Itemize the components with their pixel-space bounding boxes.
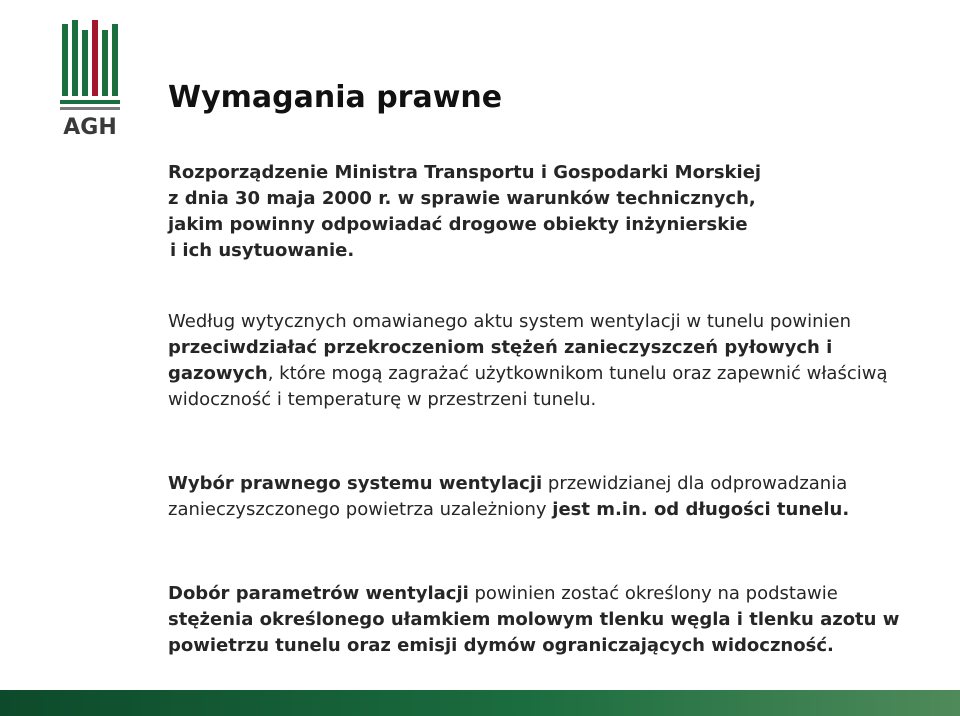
paragraph-text: przewidzianej dla odprowadzania zanieczyszczonego powietrza uzależniony: [168, 473, 848, 520]
regulation-reference: [168, 160, 928, 264]
paragraph-emphasis: przeciwdziałać przekroczeniom stężeń zanieczyszczeń pyłowych i gazowych: [168, 337, 833, 384]
paragraph-text: , które mogą zagrażać użytkownikom tunelu oraz zapewnić właściwą widoczność i temperaturę w przestrzeni tunelu.: [168, 363, 888, 410]
agh-logo: [60, 18, 124, 136]
paragraph-emphasis: stężenia określonego ułamkiem molowym tlenku węgla i tlenku azotu w powietrzu tunelu oraz emisji dymów ograniczających widoczność.: [168, 609, 900, 656]
footer-bar: [0, 690, 960, 716]
ventilation-system-choice-paragraph: [168, 471, 928, 523]
ventilation-requirements-paragraph: [168, 309, 928, 413]
agh-logo-mark: [60, 20, 120, 110]
regulation-line: i ich usytuowanie.: [170, 240, 355, 261]
paragraph-emphasis: jest m.in. od długości tunelu.: [552, 499, 850, 520]
paragraph-text: powinien zostać określony na podstawie: [468, 583, 838, 604]
page-title: Wymagania prawne: [168, 80, 503, 115]
paragraph-emphasis: Dobór parametrów wentylacji: [168, 583, 469, 604]
regulation-line: jakim powinny odpowiadać drogowe obiekty inżynierskie: [168, 214, 748, 235]
ventilation-parameters-paragraph: [168, 581, 928, 659]
regulation-line: Rozporządzenie Ministra Transportu i Gospodarki Morskiej: [168, 162, 762, 183]
paragraph-text: Według wytycznych omawianego aktu system wentylacji w tunelu powinien: [168, 311, 851, 332]
paragraph-emphasis: Wybór prawnego systemu wentylacji: [168, 473, 543, 494]
regulation-line: z dnia 30 maja 2000 r. w sprawie warunków technicznych,: [168, 188, 756, 209]
agh-logo-text: AGH: [63, 115, 117, 136]
